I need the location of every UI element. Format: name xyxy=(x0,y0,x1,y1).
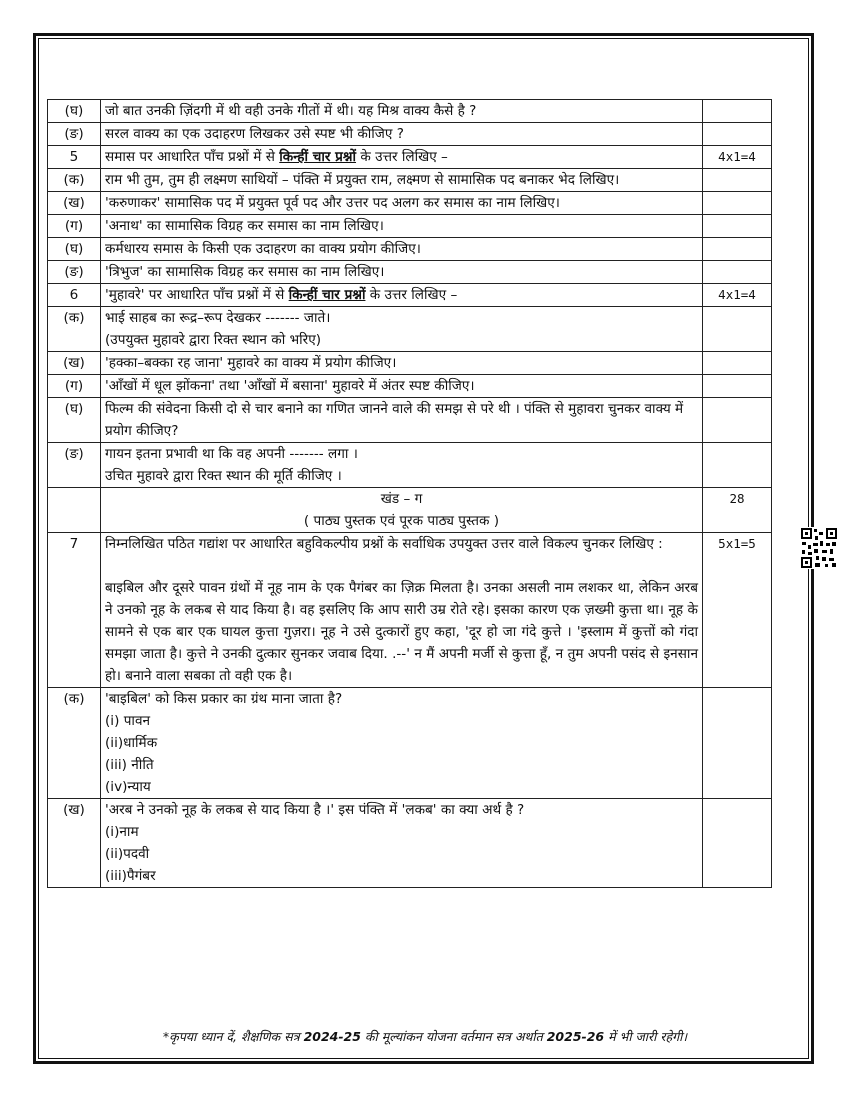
question-text xyxy=(101,443,703,488)
question-text: 'करुणाकर' सामासिक पद में प्रयुक्त पूर्व पद और उत्तर पद अलग कर समास का नाम लिखिए। xyxy=(101,192,703,215)
section-header-row xyxy=(48,488,772,533)
question-line: गायन इतना प्रभावी था कि वह अपनी ------- लगा । xyxy=(105,446,358,462)
question-text: राम भी तुम, तुम ही लक्ष्मण साथियों – पंक्ति में प्रयुक्त राम, लक्ष्मण से सामासिक पद बनाकर भेद लिखिए। xyxy=(101,169,703,192)
question-text xyxy=(101,146,703,169)
mcq-question: 'अरब ने उनको नूह के लकब से याद किया है ।' इस पंक्ति में 'लकब' का क्या अर्थ है ? xyxy=(105,802,525,818)
question-marks xyxy=(703,307,772,352)
question-text-post: के उत्तर लिखिए – xyxy=(365,287,458,303)
question-marks xyxy=(703,100,772,123)
table-row xyxy=(48,352,772,375)
question-number: 7 xyxy=(48,533,101,688)
table-row xyxy=(48,261,772,284)
question-text xyxy=(101,533,703,688)
footer-text: *कृपया ध्यान दें, शैक्षणिक सत्र xyxy=(162,1029,304,1044)
question-text: फिल्म की संवेदना किसी दो से चार बनाने का गणित जानने वाले की समझ से परे थी । पंक्ति से मुहावरा चुनकर वाक्य में प्रयोग कीजिए? xyxy=(101,398,703,443)
question-text: सरल वाक्य का एक उदाहरण लिखकर उसे स्पष्ट भी कीजिए ? xyxy=(101,123,703,146)
question-number: (घ) xyxy=(48,238,101,261)
table-row xyxy=(48,688,772,799)
mcq-option: (i)नाम xyxy=(105,824,139,840)
table-row xyxy=(48,375,772,398)
table-row xyxy=(48,284,772,307)
question-marks xyxy=(703,352,772,375)
mcq-option: (ii)धार्मिक xyxy=(105,735,158,751)
table-row xyxy=(48,533,772,688)
footer-text: की मूल्यांकन योजना वर्तमान सत्र अर्थात xyxy=(360,1029,547,1044)
question-number: (ख) xyxy=(48,799,101,888)
question-number: (ग) xyxy=(48,215,101,238)
mcq-question: 'बाइबिल' को किस प्रकार का ग्रंथ माना जाता है? xyxy=(105,691,343,707)
question-marks xyxy=(703,398,772,443)
table-row xyxy=(48,238,772,261)
question-text: 'हक्का–बक्का रह जाना' मुहावरे का वाक्य में प्रयोग कीजिए। xyxy=(101,352,703,375)
question-marks: 5x1=5 xyxy=(703,533,772,688)
question-number: (ग) xyxy=(48,375,101,398)
question-text-bold: किन्हीं चार प्रश्नों xyxy=(288,287,366,303)
question-text-post: के उत्तर लिखिए – xyxy=(356,149,448,165)
question-line: उचित मुहावरे द्वारा रिक्त स्थान की मूर्ति कीजिए । xyxy=(105,468,342,484)
question-text xyxy=(101,284,703,307)
passage: बाइबिल और दूसरे पावन ग्रंथों में नूह नाम के एक पैगंबर का ज़िक्र मिलता है। उनका असली नाम लशकर था, लेकिन अरब ने उनको नूह के लकब से याद किया है। वह इसलिए कि आप सारी उम्र रोते रहे। इसका कारण एक ज़ख्मी कुत्ता था। नूह के सामने से एक बार एक घायल कुत्ता गुज़रा। नूह ने उसे दुत्कारों हुए कहा, 'दूर हो जा गंदे कुत्ते । 'इस्लाम में कुत्तों को गंदा समझा जाता है। कुत्ते ने उनकी दुत्कार सुनकर जवाब दिया. .--' न मैं अपनी मर्जी से कुत्ता हूँ, न तुम अपनी पसंद से इनसान हो। बनाने वाला सबका तो वही एक है। xyxy=(105,580,698,684)
question-number: 5 xyxy=(48,146,101,169)
question-text xyxy=(101,799,703,888)
question-marks xyxy=(703,238,772,261)
table-row xyxy=(48,443,772,488)
table-row xyxy=(48,799,772,888)
mcq-option: (iv)न्याय xyxy=(105,779,151,795)
question-table xyxy=(47,99,772,888)
question-instruction: निम्नलिखित पठित गद्यांश पर आधारित बहुविकल्पीय प्रश्नों के सर्वाधिक उपयुक्त उत्तर वाले विकल्प चुनकर लिखिए : xyxy=(105,536,663,552)
footer-text: में भी जारी रहेगी। xyxy=(604,1029,688,1044)
question-marks xyxy=(703,192,772,215)
table-row xyxy=(48,100,772,123)
question-line: (उपयुक्त मुहावरे द्वारा रिक्त स्थान को भरिए) xyxy=(105,332,322,348)
mcq-option: (i) पावन xyxy=(105,713,151,729)
footer-session-previous: 2024-25 xyxy=(303,1029,361,1044)
table-row xyxy=(48,215,772,238)
question-text-pre: समास पर आधारित पाँच प्रश्नों में से xyxy=(105,149,280,165)
question-number: (ख) xyxy=(48,352,101,375)
section-marks: 28 xyxy=(703,488,772,533)
table-row xyxy=(48,123,772,146)
question-marks xyxy=(703,215,772,238)
question-number: (घ) xyxy=(48,398,101,443)
question-number: (घ) xyxy=(48,100,101,123)
question-number: (ङ) xyxy=(48,443,101,488)
question-text-bold: किन्हीं चार प्रश्नों xyxy=(279,149,357,165)
table-row xyxy=(48,192,772,215)
section-subtitle: ( पाठ्य पुस्तक एवं पूरक पाठ्य पुस्तक ) xyxy=(303,513,500,529)
question-marks: 4x1=4 xyxy=(703,146,772,169)
question-text: 'अनाथ' का सामासिक विग्रह कर समास का नाम लिखिए। xyxy=(101,215,703,238)
question-marks xyxy=(703,443,772,488)
table-row xyxy=(48,146,772,169)
question-text xyxy=(101,688,703,799)
mcq-option: (iii) नीति xyxy=(105,757,154,773)
question-number: (क) xyxy=(48,688,101,799)
question-line: भाई साहब का रूद्र–रूप देखकर ------- जाते। xyxy=(105,310,331,326)
section-title: खंड – ग xyxy=(380,491,423,507)
question-text xyxy=(101,307,703,352)
question-number: (ङ) xyxy=(48,261,101,284)
question-text: 'त्रिभुज' का सामासिक विग्रह कर समास का नाम लिखिए। xyxy=(101,261,703,284)
question-marks xyxy=(703,169,772,192)
question-number: (ङ) xyxy=(48,123,101,146)
question-text: 'आँखों में धूल झोंकना' तथा 'आँखों में बसाना' मुहावरे में अंतर स्पष्ट कीजिए। xyxy=(101,375,703,398)
question-number: (ख) xyxy=(48,192,101,215)
question-marks: 4x1=4 xyxy=(703,284,772,307)
question-marks xyxy=(703,261,772,284)
mcq-option: (ii)पदवी xyxy=(105,846,150,862)
mcq-option: (iii)पैगंबर xyxy=(105,868,156,884)
footer-session-current: 2025-26 xyxy=(546,1029,605,1044)
question-marks xyxy=(703,123,772,146)
question-text: जो बात उनकी ज़िंदगी में थी वही उनके गीतों में थी। यह मिश्र वाक्य कैसे है ? xyxy=(101,100,703,123)
question-marks xyxy=(703,375,772,398)
question-number: (क) xyxy=(48,307,101,352)
question-number: 6 xyxy=(48,284,101,307)
question-number: (क) xyxy=(48,169,101,192)
table-row xyxy=(48,169,772,192)
question-text-pre: 'मुहावरे' पर आधारित पाँच प्रश्नों में से xyxy=(105,287,289,303)
footer-note xyxy=(40,1028,810,1045)
table-row xyxy=(48,398,772,443)
section-header xyxy=(101,488,703,533)
question-text: कर्मधारय समास के किसी एक उदाहरण का वाक्य प्रयोग कीजिए। xyxy=(101,238,703,261)
qr-code-icon xyxy=(800,527,838,569)
table-row xyxy=(48,307,772,352)
